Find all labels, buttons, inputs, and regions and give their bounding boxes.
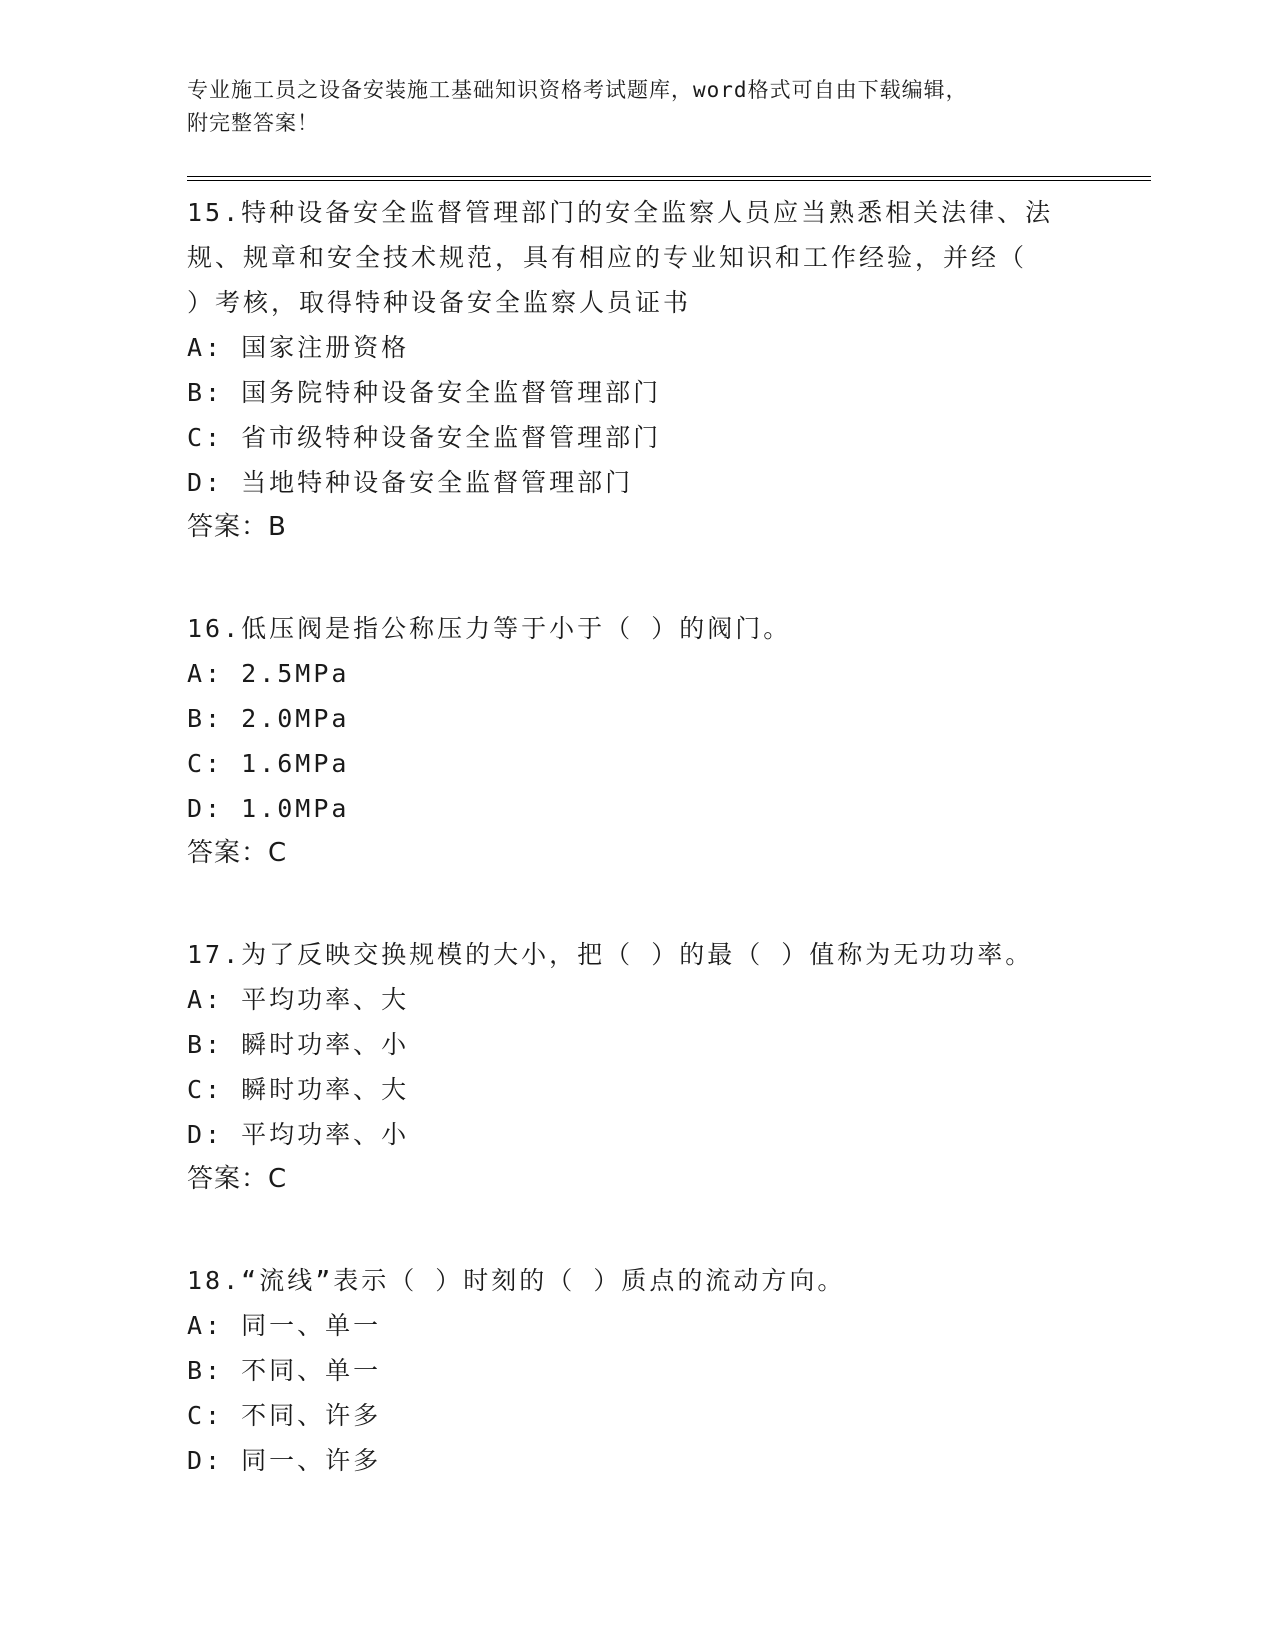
question-stem-line: 17.为了反映交换规模的大小，把（ ）的最（ ）值称为无功功率。: [187, 940, 1034, 969]
option-c: C: 省市级特种设备安全监督管理部门: [187, 423, 662, 452]
option-a: A: 国家注册资格: [187, 333, 410, 362]
option-d: D: 平均功率、小: [187, 1120, 410, 1149]
option-c: C: 1.6MPa: [187, 749, 350, 778]
question-stem-line: 18.“流线”表示（ ）时刻的（ ）质点的流动方向。: [187, 1266, 846, 1295]
question-list: [187, 190, 1087, 1483]
answer: 答案：C: [187, 1164, 288, 1194]
header-line-1: 专业施工员之设备安装施工基础知识资格考试题库，word格式可自由下载编辑，: [187, 78, 968, 102]
option-c: C: 不同、许多: [187, 1401, 382, 1430]
answer: 答案：C: [187, 838, 288, 868]
spacer: [187, 876, 1087, 932]
question-17: [187, 932, 1087, 1202]
option-b: B: 瞬时功率、小: [187, 1030, 410, 1059]
question-18: [187, 1258, 1087, 1483]
question-stem-line: 15.特种设备安全监督管理部门的安全监察人员应当熟悉相关法律、法: [187, 198, 1054, 227]
question-stem-line: ）考核，取得特种设备安全监察人员证书: [187, 288, 692, 317]
option-d: D: 当地特种设备安全监督管理部门: [187, 468, 634, 497]
spacer: [187, 1202, 1087, 1258]
question-stem-line: 规、规章和安全技术规范，具有相应的专业知识和工作经验，并经（: [187, 243, 1028, 272]
header-divider: [187, 176, 1151, 181]
option-b: B: 不同、单一: [187, 1356, 382, 1385]
option-a: A: 同一、单一: [187, 1311, 382, 1340]
option-a: A: 平均功率、大: [187, 985, 410, 1014]
option-b: B: 2.0MPa: [187, 704, 350, 733]
question-stem-line: 16.低压阀是指公称压力等于小于（ ）的阀门。: [187, 614, 792, 643]
question-15: [187, 190, 1087, 550]
question-16: [187, 606, 1087, 876]
option-b: B: 国务院特种设备安全监督管理部门: [187, 378, 662, 407]
option-d: D: 1.0MPa: [187, 794, 350, 823]
answer: 答案：B: [187, 512, 287, 542]
option-c: C: 瞬时功率、大: [187, 1075, 410, 1104]
document-header: [187, 74, 1067, 140]
option-a: A: 2.5MPa: [187, 659, 350, 688]
spacer: [187, 550, 1087, 606]
option-d: D: 同一、许多: [187, 1446, 382, 1475]
header-line-2: 附完整答案！: [187, 111, 319, 135]
